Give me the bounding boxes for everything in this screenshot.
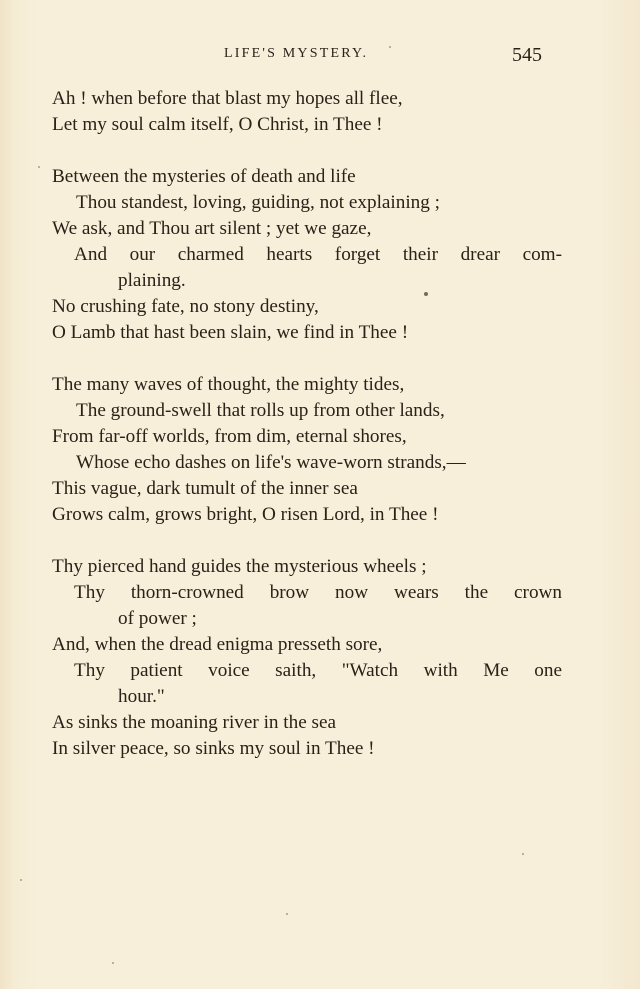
paper-speck bbox=[286, 913, 288, 915]
paper-speck bbox=[522, 853, 524, 855]
poem-line: Thy pierced hand guides the mysterious wheels ; bbox=[52, 556, 427, 577]
paper-speck bbox=[20, 879, 22, 881]
poem-line: In silver peace, so sinks my soul in Thee ! bbox=[52, 738, 375, 759]
running-title: LIFE'S MYSTERY. bbox=[224, 46, 369, 61]
poem-line: The ground-swell that rolls up from other lands, bbox=[76, 400, 445, 421]
poem-line: Whose echo dashes on life's wave-worn strands,— bbox=[76, 452, 466, 473]
poem-line-continuation: plaining. bbox=[118, 270, 186, 291]
paper-speck bbox=[424, 292, 428, 296]
poem-line: This vague, dark tumult of the inner sea bbox=[52, 478, 358, 499]
running-head bbox=[0, 44, 640, 74]
page-number: 545 bbox=[512, 44, 542, 66]
poem-line-continuation: hour." bbox=[118, 686, 165, 707]
stanza-4 bbox=[0, 554, 640, 762]
poem-line: And, when the dread enigma presseth sore, bbox=[52, 634, 383, 655]
poem-line: Grows calm, grows bright, O risen Lord, in Thee ! bbox=[52, 504, 439, 525]
poem-line: As sinks the moaning river in the sea bbox=[52, 712, 337, 733]
poem-line: From far-off worlds, from dim, eternal shores, bbox=[52, 426, 407, 447]
poem-line: We ask, and Thou art silent ; yet we gaze, bbox=[52, 218, 372, 239]
poem bbox=[0, 86, 640, 788]
poem-line-continuation: of power ; bbox=[118, 608, 197, 629]
poem-line: And our charmed hearts forget their drear com- bbox=[74, 244, 562, 265]
stanza-3 bbox=[0, 372, 640, 528]
paper-speck bbox=[112, 962, 114, 964]
poem-line: The many waves of thought, the mighty tides, bbox=[52, 374, 405, 395]
poem-line: Thou standest, loving, guiding, not explaining ; bbox=[76, 192, 441, 213]
paper-speck bbox=[389, 46, 391, 48]
poem-line: Let my soul calm itself, O Christ, in Thee ! bbox=[52, 114, 383, 135]
stanza-2 bbox=[0, 164, 640, 346]
poem-line: No crushing fate, no stony destiny, bbox=[52, 296, 319, 317]
poem-line: Thy thorn-crowned brow now wears the crown bbox=[74, 582, 562, 603]
poem-line: Between the mysteries of death and life bbox=[52, 166, 356, 187]
poem-line: Thy patient voice saith, "Watch with Me one bbox=[74, 660, 562, 681]
stanza-1 bbox=[0, 86, 640, 138]
paper-speck bbox=[38, 166, 40, 168]
poem-line: Ah ! when before that blast my hopes all flee, bbox=[52, 88, 403, 109]
poem-line: O Lamb that hast been slain, we find in Thee ! bbox=[52, 322, 409, 343]
